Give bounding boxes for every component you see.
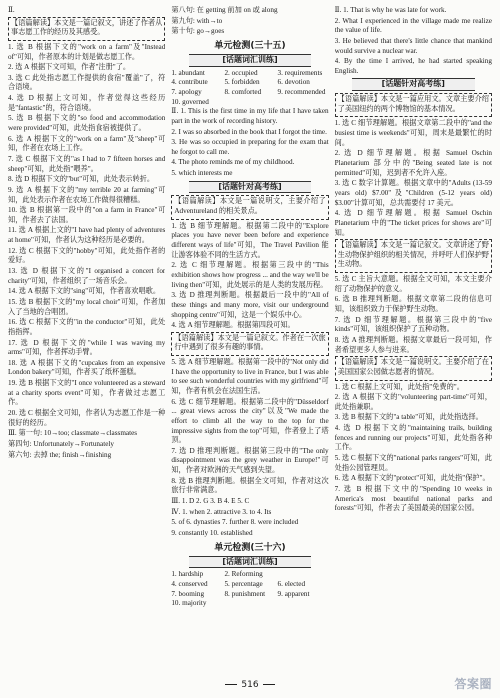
answer-item: 15. 选 B 根据下文的"my local choir"可知，作者加入了当地的合唱团。 xyxy=(8,297,166,316)
section-marker: Ⅱ. xyxy=(8,6,15,14)
answer-item: 2. 选 C 细节理解题。根据第三段中的"This exhibition shows how progress ... and the way we'll be living then"可知，此处展示的是人类的发展历程。 xyxy=(171,261,329,289)
vocab-answer: 2. Reforming xyxy=(224,570,263,579)
answer-item: 4. 选 D 根据上文可知，作者觉得这些经历是"fantastic"的，符合语境。 xyxy=(8,94,166,112)
passage-summary-box xyxy=(335,239,492,273)
vocab-answer: 10. governed xyxy=(171,97,209,106)
passage-summary: 【语篇解读】本文是一篇记叙文，讲述了作者从事志愿工作的经历及其感受。 xyxy=(11,18,163,37)
passage-summary-box xyxy=(335,93,492,117)
section-tag: [话题针对高考练] xyxy=(352,78,475,91)
vocab-answer: 8. punishment xyxy=(224,589,266,598)
page-number: 516 xyxy=(241,680,259,690)
vocab-answer: 1. abundant xyxy=(171,68,205,77)
answer-item: 13. 选 D 根据下文的"I organised a concert for charity"可知，作者组织了一场音乐会。 xyxy=(8,267,166,285)
vocab-answer: 6. devotion xyxy=(277,78,310,87)
answer-item: 5. 选 C 根据下文的"national parks rangers"可知，此处指公园管理员。 xyxy=(334,453,492,472)
vocab-answer xyxy=(278,570,329,580)
answer-item: 7. 选 D 细节理解题。根据第三段中的"five kinds"可知，该组织保护了五种动物。 xyxy=(334,315,492,334)
vocab-answers xyxy=(171,69,328,108)
answer-item: 8. 选 A 推理判断题。根据文章最后一段可知，作者希望更多人参与进来。 xyxy=(334,335,492,354)
answer-item: 8. 选 B 推理判断题。根据全文可知，作者对这次旅行非常满意。 xyxy=(171,476,329,495)
passage-summary-box xyxy=(171,195,328,219)
answer-item: 4. 选 D 根据下文的"maintaining trails, building fences and running our projects"可知，此处指各种工作。 xyxy=(334,424,492,452)
sentence-answer: 5. which interests me xyxy=(171,169,233,178)
unit-test-title: 单元检测(三十五) xyxy=(214,40,286,51)
answer-item: 2. 选 D 细节理解题。根据 Samuel Oschin Planetarium 部分中的"Being seated late is not permitted"可知，迟到者不允许入座。 xyxy=(334,149,492,177)
sentence-answer: 3. He was so occupied in preparing for the exam that he forgot to call me. xyxy=(171,138,329,156)
correction-item: 第九句: with→to xyxy=(171,16,223,25)
vocab-answer: 4. conserved xyxy=(171,580,208,588)
page-footer xyxy=(0,680,500,690)
answer-item: 18. 选 A 根据下文的"cupcakes from an expensive London bakery"可知，作者买了纸杯蛋糕。 xyxy=(8,358,166,377)
vocab-answer: 2. occupied xyxy=(224,68,258,77)
passage-summary-box xyxy=(335,356,492,380)
left-column xyxy=(8,6,165,670)
answer-item: 8. 选 D 根据下文的"but"可知，此处表示转折。 xyxy=(8,175,155,184)
unit-test-title: 单元检测(三十六) xyxy=(214,542,286,553)
vocab-answer: 1. hardship xyxy=(171,570,204,579)
answer-item: 1. 选 C 细节理解题。根据文章第二段中的"and the busiest time is weekends"可知，周末是最繁忙的时间。 xyxy=(334,119,492,147)
answer-item: 10. 选 B 根据第一段中的"on a farm in France"可知，作者去了法国。 xyxy=(8,206,166,224)
answer-item: 7. 选 B 根据下文中的"Spending 10 weeks in America's most beautiful national parks and forests"可知，作者去了美国最美的国家公园。 xyxy=(334,484,492,513)
sentence-answer: Ⅱ. 1. This is the first time in my life that I have taken part in the work of recording history. xyxy=(171,107,329,125)
answer-item: 2. 选 A 根据下文的"volunteering part-time"可知，此处指兼职。 xyxy=(334,393,492,411)
sentence-answer: 2. I was so absorbed in the book that I forgot the time. xyxy=(171,127,327,136)
passage-summary-box xyxy=(171,332,328,356)
section-tag: [话题词汇训练] xyxy=(189,54,312,67)
vocab-answer: 7. booming xyxy=(171,589,205,598)
answer-item: 4. 选 D 细节理解题。根据 Samuel Oschin Planetarium 中的"The ticket prices for shows are"可知。 xyxy=(334,209,492,237)
answer-item: 2. 选 A 根据下文可知，作者"注册"了。 xyxy=(8,63,131,72)
footer-dash-left xyxy=(225,684,237,685)
vocab-answers xyxy=(171,570,328,609)
answer-item: 3. 选 C 此处指志愿工作提供的食宿"覆盖"了，符合语境。 xyxy=(8,73,166,92)
sentence-answer: Ⅱ. 1. That is why he was late for work. xyxy=(334,6,447,14)
passage-summary: 【语篇解读】本文是一篇说明文。主要介绍了在美国国家公园做志愿者的情况。 xyxy=(337,358,489,376)
right-column xyxy=(335,6,492,670)
passage-summary: 【语篇解读】本文是一篇记叙文。文章讲述了野生动物保护组织的相关情况，并呼吁人们保护野生动物。 xyxy=(337,241,489,269)
vocab-answer: 9. apparent xyxy=(277,589,310,598)
vocab-answer: 5. percentage xyxy=(224,580,263,588)
section-tag: [话题词汇训练] xyxy=(189,556,312,569)
vocab-answer: 9. recommended xyxy=(277,87,326,96)
sentence-answer: 3. He believed that there's little chance that mankind would survive a nuclear war. xyxy=(334,36,492,55)
sentence-answer: 4. By the time I arrived, he had started speaking English. xyxy=(334,57,492,75)
vocab-answer: 6. elected xyxy=(277,580,306,588)
footer-dash-right xyxy=(263,684,275,685)
correction-item: 第四句: Unfortunately→Fortunately xyxy=(8,439,114,448)
middle-column xyxy=(171,6,328,670)
answer-item: 1. 选 B 根据下文的"work on a farm"及"Instead of"可知，作者原本的计划是做志愿工作。 xyxy=(8,42,166,61)
answer-item: 7. 选 C 根据下文的"as I had to 7 fifteen horses and sheep"可知，此处指"喂养"。 xyxy=(8,154,166,173)
passage-summary: 【语篇解读】本文是一篇应用文。文章主要介绍了美国纽约的两个博物馆的基本情况。 xyxy=(337,95,489,113)
section-answers: 5. of 6. dynasties 7. further 8. were included xyxy=(171,518,299,527)
vocab-answer: 7. apology xyxy=(171,87,202,96)
answer-item: 3. 选 D 推理判断题。根据最后一段中的"All of these things and many more, visit our underground shopping centre"可知，这是一个娱乐中心。 xyxy=(171,291,329,319)
answer-item: 5. 选 B 根据下文的"so food and accommodation were provided"可知，此处指食宿被提供了。 xyxy=(8,114,166,133)
answer-item: 3. 选 C 数字计算题。根据文章中的"Adults (13-59 years old) $7.00"及"Children (5-12 years old) $3.00"计算可知，总共需要付 17 美元。 xyxy=(334,179,492,207)
answer-item: 5. 选 A 细节理解题。根据第一段中的"Not only did I have the opportunity to live in France, but I was able to see such wonderful countries with my girlfriend"可知，作者有机会在法国生活。 xyxy=(171,358,329,395)
answer-item: 6. 选 A 根据下文的"protect"可知，此处指"保护"。 xyxy=(334,474,490,483)
answer-item: 3. 选 B 根据下文的"a table"可知，此处指选择。 xyxy=(334,413,483,422)
answer-item: 6. 选 B 推理判断题。根据文章第二段的信息可知，该组织致力于保护野生动物。 xyxy=(334,295,492,314)
answer-item: 1. 选 B 细节理解题。根据第二段中的"Explore places you have never been before and experience different ways of life"可知，The Travel Pavilion 能让游客体验不同的生活方式。 xyxy=(171,221,329,259)
answer-item: 12. 选 C 根据下文的"hobby"可知，此处指作者的爱好。 xyxy=(8,246,166,265)
sentence-answer: 2. What I experienced in the village made me realize the value of life. xyxy=(334,16,492,35)
answer-item: 7. 选 D 推理判断题。根据第三段中的"The only disappointment was the grey weather in Europe!"可知，作者对欧洲的天气感到失望。 xyxy=(171,446,329,475)
answer-item: 14. 选 A 根据下文的"sing"可知，作者喜欢唱歌。 xyxy=(8,287,161,296)
passage-summary: 【语篇解读】本文是一篇记叙文。作者在一次旅行中遇到了很多有趣的事情。 xyxy=(174,333,326,352)
answer-item: 16. 选 C 根据下文的"in the conductor"可知，此处指指挥。 xyxy=(8,318,166,336)
answer-item: 4. 选 A 细节理解题。根据第四段可知。 xyxy=(171,321,295,330)
vocab-answer: 8. comforted xyxy=(224,87,262,96)
answer-item: 6. 选 C 细节理解题。根据第二段中的"Düsseldorf ... great views across the city"以及"We made the effort to climb all the way to the top for the impressive sights from the top"可知，作者登上了塔顶。 xyxy=(171,397,329,445)
passage-summary-box xyxy=(8,17,165,41)
section-answers: Ⅳ. 1. when 2. attractive 3. to 4. Its xyxy=(171,507,272,516)
section-answers: 9. constantly 10. established xyxy=(171,528,253,537)
three-column-layout xyxy=(8,6,492,670)
vocab-answer: 4. contribute xyxy=(171,78,208,87)
answer-item: 9. 选 A 根据下文的"my terrible 20 at farming"可知，此处表示作者在农场工作做得很糟糕。 xyxy=(8,185,166,204)
sentence-answer: 4. The photo reminds me of my childhood. xyxy=(171,158,295,167)
answer-item: 6. 选 A 根据下文的"work on a farm"及"sheep"可知，作者在农场上工作。 xyxy=(8,134,166,153)
answer-item: 5. 选 C 主旨大意题。根据全文可知，本文主要介绍了动物保护的意义。 xyxy=(334,275,492,293)
answer-item: 1. 选 C 根据上文可知，此处指"免费的"。 xyxy=(334,382,464,391)
vocab-answer: 3. requirements xyxy=(277,68,323,77)
watermark-logo: 答案圈 xyxy=(454,677,492,691)
answer-item: 20. 选 C 根据全文可知，作者认为志愿工作是一种很好的经历。 xyxy=(8,408,166,427)
correction-item: 第十句: go→goes xyxy=(171,27,225,36)
answer-item: 17. 选 D 根据下文的"while I was waving my arms"可知，作者挥动手臂。 xyxy=(8,338,166,357)
answer-item: 19. 选 B 根据下文的"I once volunteered as a steward at a charity sports event"可知，作者做过志愿工作。 xyxy=(8,379,166,407)
vocab-answer: 5. forbidden xyxy=(224,78,260,87)
passage-summary: 【语篇解读】本文是一篇说明文，主要介绍了 Adventureland 的相关景点。 xyxy=(174,197,326,216)
correction-item: 第八句: 在 getting 前加 on 或 along xyxy=(171,6,278,14)
vocab-answer: 10. majority xyxy=(171,599,207,608)
correction-item: 第六句: 去掉 the; finish→finishing xyxy=(8,450,112,459)
section-answers: Ⅲ. 1. D 2. G 3. B 4. E 5. C xyxy=(171,497,250,506)
answer-item: 11. 选 A 根据上文的"I have had plenty of adventures at home"可知，作者认为这种经历是必要的。 xyxy=(8,226,166,245)
section-tag: [话题针对高考练] xyxy=(189,181,312,194)
correction-item: Ⅲ. 第一句: 10→too; classmate→classmates xyxy=(8,429,138,438)
